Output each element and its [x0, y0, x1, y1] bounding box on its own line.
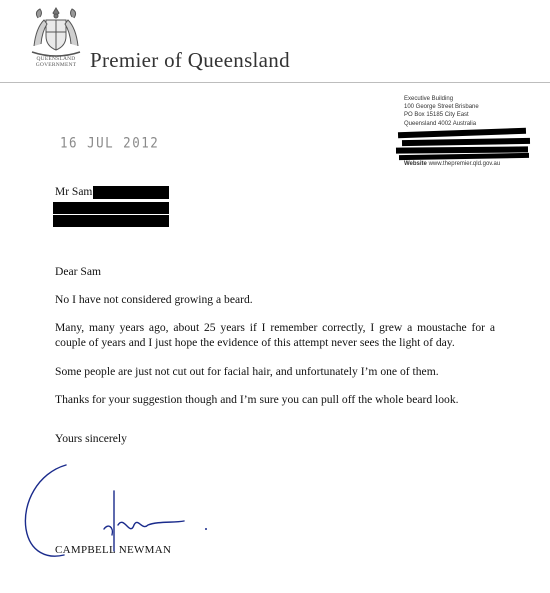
closing: Yours sincerely: [55, 432, 127, 445]
office-title: Premier of Queensland: [90, 48, 290, 72]
recipient-address-redaction: [53, 202, 169, 214]
signatory-name: CAMPBELL NEWMAN: [55, 544, 172, 556]
address-line: 100 George Street Brisbane: [404, 104, 479, 111]
address-line: Queensland 4002 Australia: [404, 120, 477, 127]
paragraph: No I have not considered growing a beard.: [55, 293, 253, 306]
recipient-address-redaction: [53, 215, 169, 227]
salutation: Dear Sam: [55, 265, 102, 278]
recipient-name-redaction: [93, 186, 169, 199]
paragraph: Some people are just not cut out for facial hair, and unfortunately I’m one of them.: [55, 365, 439, 378]
redaction-bar: [399, 153, 529, 160]
redaction-bar: [398, 128, 526, 138]
letter-body: [55, 264, 495, 460]
website-line: [404, 161, 500, 167]
paragraph: Thanks for your suggestion though and I’m sure you can pull off the whole beard look.: [55, 393, 459, 406]
website-url: www.thepremier.qld.gov.au: [428, 161, 501, 167]
government-wordmark: [26, 56, 86, 68]
queensland-coat-of-arms-icon: [28, 6, 84, 60]
redaction-bar: [402, 138, 530, 146]
date-stamp: 16 JUL 2012: [60, 133, 160, 152]
paragraph: Many, many years ago, about 25 years if I remember correctly, I grew a moustache for a couple of years and I just hope the evidence of this attempt never sees the light of day.: [55, 321, 495, 349]
govt-line1: QUEENSLAND: [36, 56, 76, 62]
recipient-name: Mr Sam: [55, 186, 93, 198]
address-block: [404, 95, 544, 128]
website-label: Website: [404, 161, 427, 167]
address-line: Executive Building: [404, 96, 454, 102]
address-line: PO Box 15185 City East: [404, 112, 469, 119]
header-divider: [0, 82, 550, 83]
govt-line2: GOVERNMENT: [35, 62, 77, 68]
